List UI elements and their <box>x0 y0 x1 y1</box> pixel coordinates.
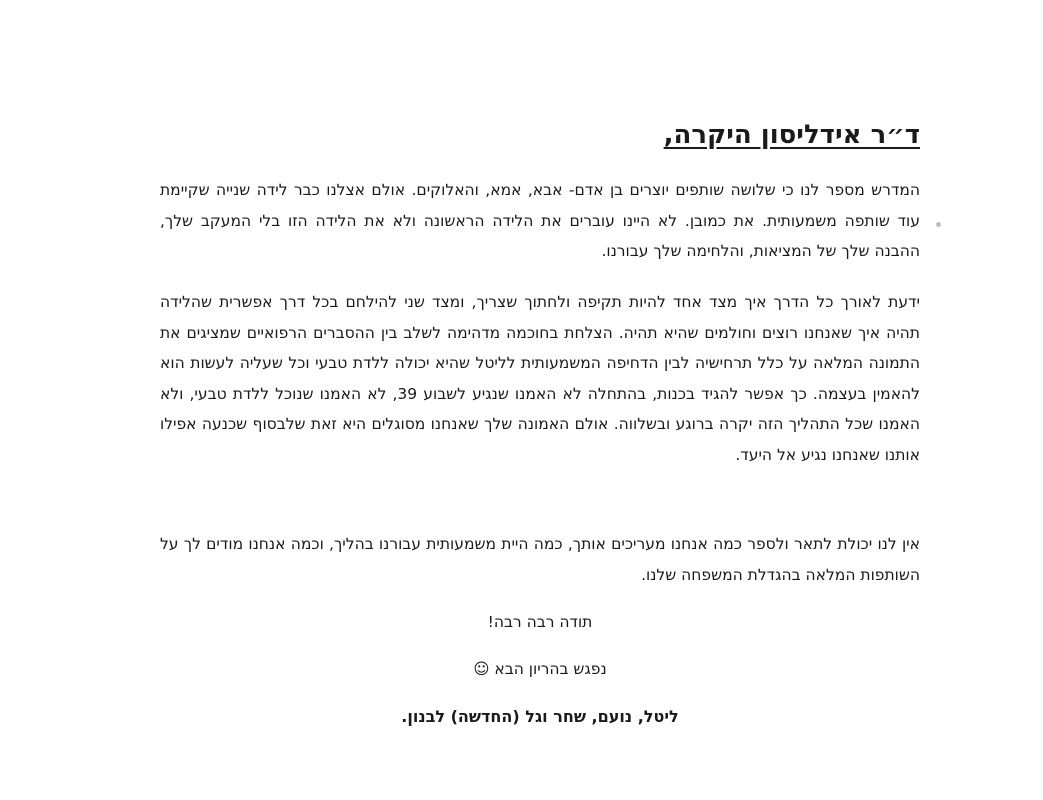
scan-speck <box>936 222 941 227</box>
signature: ליטל, נועם, שחר וגל (החדשה) לבנון. <box>401 707 679 726</box>
paragraph-3: אין לנו יכולת לתאר ולספר כמה אנחנו מעריכים אותך, כמה היית משמעותית עבורנו בהליך, וכמה אנחנו מודים לך על השותפות המלאה בהגדלת המשפחה שלנו. <box>160 535 920 584</box>
thanks-line: תודה רבה רבה! <box>487 613 593 631</box>
closing-line: נפגש בהריון הבא ☺ <box>473 660 607 678</box>
letter-title: ד״ר אידליסון היקרה, <box>663 120 920 150</box>
paragraph-2: ידעת לאורך כל הדרך איך מצד אחד להיות תקיפה ולחתוך שצריך, ומצד שני להילחם בכל דרך אפשרית שהלידה תהיה איך שאנחנו רוצים וחולמים שהיא תהיה. הצלחת בחוכמה מדהימה לשלב בין ההסברים הרפואיים שמציגים את התמונה המלאה על כלל תרחישיה לבין הדחיפה המשמעותית לליטל שהיא יכולה ללדת טבעי וכל שעליה לעשות הוא להאמין בעצמה. כך אפשר להגיד בכנות, בהתחלה לא האמנו שנגיע לשבוע 39, לא האמנו שנוכל ללדת טבעי, ולא האמנו שכל התהליך הזה יקרה ברוגע ובשלווה. אולם האמונה שלך שאנחנו מסוגלים היא זאת שלבסוף שכנעה אפילו אותנו שאנחנו נגיע אל היעד. <box>160 293 920 464</box>
paragraph-1: המדרש מספר לנו כי שלושה שותפים יוצרים בן אדם- אבא, אמא, והאלוקים. אולם אצלנו כבר לידה שנייה שקיימת עוד שותפה משמעותית. את כמובן. לא היינו עוברים את הלידה הראשונה ולא את הלידה הזו בלי המעקב שלך, ההבנה שלך של המציאות, והלחימה שלך עבורנו. <box>160 181 920 260</box>
